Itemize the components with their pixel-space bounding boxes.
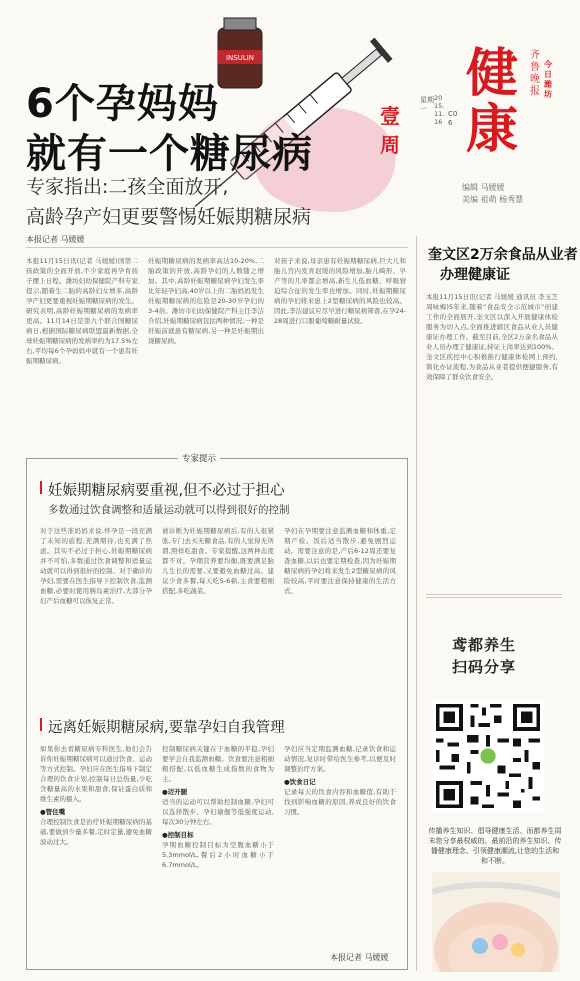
lead-col-3: 对孩子来说,母亲患有妊娠期糖尿病,巨大儿和胎儿宫内发育迟缓的风险增加,胎儿畸形、早产等的几率都会增高,新生儿低血糖、呼吸窘迫综合征的发生率也增加。同时,妊娠期糖尿病的孕妇将来患上2型糖尿病的风险也较高。因此,李洁建议应尽早进行糖尿病筛查,在孕24-28周进行口服葡萄糖耐量试验。 <box>274 257 406 325</box>
paper-edition: 今日潍坊 <box>544 60 552 99</box>
expert-s2-col-1 <box>40 744 152 958</box>
page-code: C06 <box>448 110 458 127</box>
expert-section-1-title: 妊娠期糖尿病要重视,但不必过于担心 <box>48 483 285 499</box>
qr-title-1: 鸢都养生 <box>452 636 517 654</box>
section-marker <box>380 100 420 158</box>
paragraph: 记录每天的饮食内容和血糖值,有助于找到影响血糖的原因,养成良好的饮食习惯。 <box>284 788 396 816</box>
paragraph: 如果你去看糖尿病专科医生,他们会告诉你妊娠期糖尿病可以通过饮食、运动等方式控制。孕妇应在医生指导下制定合理的饮食计划,控制每日总热量,少吃含糖量高的水果和甜食,保证蛋白质和维生素的摄入。 <box>40 745 152 803</box>
expert-section-1-subtitle: 多数通过饮食调整和适量运动就可以得到很好的控制 <box>48 504 290 516</box>
section-char-2: 周 <box>380 133 400 157</box>
lead-byline: 本报记者 马媛媛 <box>26 235 85 244</box>
pregnant-belly-photo <box>432 872 560 972</box>
subheading: ●迈开腿 <box>162 788 188 796</box>
divider <box>426 597 562 598</box>
qr-title-2: 扫码分享 <box>452 658 517 676</box>
masthead-char-1: 健 <box>466 43 519 104</box>
section-char-1: 壹 <box>380 104 400 128</box>
right-article-title-1: 奎文区2万余食品从业者 <box>428 247 578 263</box>
subheading: ●控制目标 <box>162 831 194 839</box>
paragraph: 孕期血糖控制目标为空腹血糖小于5.3mmol/L,餐后2小时血糖小于6.7mmol/L。 <box>162 841 274 869</box>
weekday: 星期一 <box>420 96 434 113</box>
section-marker-bar <box>40 718 42 731</box>
headline-line-1: 6个孕妈妈 <box>26 81 219 127</box>
designer-credit: 美编 祖萌 杨秀慧 <box>462 195 524 204</box>
column-divider <box>416 236 417 971</box>
subheading: ●饮食日记 <box>284 778 316 786</box>
divider <box>426 594 562 595</box>
masthead-char-2: 康 <box>466 99 519 160</box>
expert-s1-col-1: 对于这些准妈妈来说,怀孕是一段充满了未知的旅程,充满期待,也充满了焦虑。其实不必过于担心,妊娠期糖尿病并不可怕,多数通过饮食调整和适量运动就可以得到很好的控制。对于确诊的孕妇,需要在医生指导下控制饮食,监测血糖,必要时使用胰岛素治疗,大部分孕妇产后血糖可以恢复正常。 <box>40 527 152 605</box>
headline-line-2: 就有一个糖尿病 <box>26 131 313 177</box>
paragraph: 控制糖尿病关键在于血糖的平稳,孕妇要学会自我监测血糖。饮食要注意粗细粮搭配,以低血糖生成指数的食物为主。 <box>162 745 274 783</box>
qr-code[interactable] <box>432 700 544 812</box>
expert-byline: 本报记者 马媛媛 <box>330 953 389 962</box>
expert-s1-col-2: 被诊断为妊娠期糖尿病后,有的人很紧张,专门去买无糖食品,有的人觉得无所谓,照样吃甜食。专家提醒,这两种态度都不对。孕期营养要均衡,既要满足胎儿生长的需要,又要避免血糖过高。建议少食多餐,每天吃5-6顿,主食要粗细搭配,多吃蔬菜。 <box>162 527 274 595</box>
masthead-title <box>466 43 519 160</box>
right-article-body: 本报11月15日讯(记者 马媛媛 通讯员 李玉芝 周咏梅)5年来,随着“食品安全示范城市”创建工作的全面展开,奎文区以深入开展健康体检服务为切入点,全面推进辖区食品从业人员健康证办理工作。截至目前,全区2万余名食品从业人员办理了健康证,持证上岗率达到100%。奎文区疾控中心积极推行健康体检网上预约,简化办证流程,为食品从业者提供便捷服务,有效保障了群众饮食安全。 <box>426 293 558 381</box>
expert-s2-col-2 <box>162 744 274 958</box>
right-article-title-2: 办理健康证 <box>440 267 510 283</box>
paragraph: 合理控制饮食是治疗妊娠期糖尿病的基础,要做到少量多餐,定时定量,避免血糖波动过大。 <box>40 818 152 846</box>
expert-s2-col-3 <box>284 744 396 940</box>
expert-section-2-title: 远离妊娠期糖尿病,要靠孕妇自我管理 <box>48 720 285 736</box>
paragraph: 适当的运动可以帮助控制血糖,孕妇可以选择散步、孕妇瑜伽等低强度运动,每次30分钟左右。 <box>162 798 274 826</box>
expert-s1-col-3: 孕妇在孕期要注意监测血糖和体重,定期产检。饭后适当散步,避免剧烈运动。需要注意的是,产后6-12周还要复查血糖,以后也要定期检查,因为妊娠期糖尿病的孕妇将来发生2型糖尿病的风险较高,平时要注意保持健康的生活方式。 <box>284 527 396 595</box>
issue-date: 2015.11.16 <box>434 94 445 126</box>
lead-col-1: 本报11月15日讯(记者 马媛媛)国第二孩政策的全面开放,不少家庭再孕育孩子摆上日程。潍坊妇幼保健院产科专家提示,随着生二胎的高龄妇女增多,高龄孕产妇更要重视妊娠期糖尿病的发生。研究表明,高龄妊娠期糖尿病的发病率更高。11月14日是第九个联合国糖尿病日,根据国际糖尿病联盟最新数据,全球妊娠期糖尿病的发病率约为17.5%左右,平均每6个孕妈妈中就有一个患有妊娠期糖尿病。 <box>26 257 138 365</box>
lead-col-2: 妊娠期糖尿病的发病率高达10-20%,二胎政策的开放,高龄孕妇的人数随之增加。其中,高龄妊娠期糖尿病孕妇发生率比年轻孕妇高,40岁以上的二胎妈妈发生妊娠期糖尿病的危险是20-30岁孕妇的3-4倍。潍坊市妇幼保健院产科主任李洁介绍,妊娠期糖尿病包括两种情况,一种是妊娠前就患有糖尿病,另一种是妊娠期出现糖尿病。 <box>148 257 264 345</box>
section-marker-bar <box>40 481 42 494</box>
expert-box-label: 专家提示 <box>178 452 220 464</box>
editor-credit: 编辑 马媛媛 <box>462 183 505 192</box>
subheadline-line-1: 专家指出:二孩全面放开, <box>26 176 229 198</box>
insulin-label: INSULIN <box>225 54 255 62</box>
subheading: ●管住嘴 <box>40 808 66 816</box>
subheadline-line-2: 高龄孕产妇更要警惕妊娠期糖尿病 <box>26 206 312 228</box>
footer-note: 传播养生知识、倡导健康生活、而都养生周末您分享最权威的、最前沿的养生知识、传播健康理念、引领健康潮流,让您的生活和和不断。 <box>428 827 562 865</box>
paragraph: 孕妇应当定期监测血糖,记录饮食和运动情况,复诊时带给医生参考,以便及时调整治疗方案。 <box>284 745 396 773</box>
paper-name: 齐鲁晚报 <box>530 50 540 97</box>
divider <box>26 247 408 248</box>
